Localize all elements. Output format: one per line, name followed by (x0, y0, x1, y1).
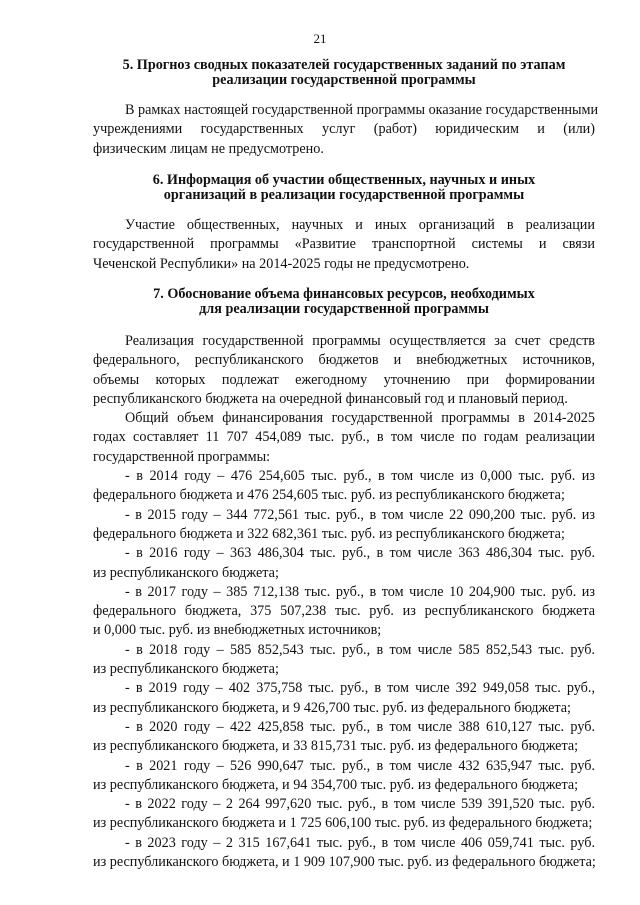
list-line: - в 2017 году – 385 712,138 тыс. руб., в том числе 10 204,900 тыс. руб. из (125, 583, 595, 600)
paragraph-line: Участие общественных, научных и иных организаций в реализации (125, 217, 595, 233)
section-7-body (93, 332, 595, 872)
list-line: - в 2023 году – 2 315 167,641 тыс. руб., в том числе 406 059,741 тыс. руб. (125, 834, 595, 851)
list-line: федерального бюджета и 322 682,361 тыс. руб. из республиканского бюджета; (93, 525, 565, 542)
section-6-paragraph (93, 216, 595, 274)
list-line: из республиканского бюджета, и 9 426,700 тыс. руб. из федерального бюджета; (93, 699, 571, 716)
list-line: - в 2015 году – 344 772,561 тыс. руб., в том числе 22 090,200 тыс. руб. из (125, 506, 595, 523)
heading-line: для реализации государственной программы (199, 301, 489, 317)
year-2023-item (93, 834, 595, 873)
list-line: - в 2021 году – 526 990,647 тыс. руб., в том числе 432 635,947 тыс. руб. (125, 757, 595, 774)
list-line: из республиканского бюджета; (93, 661, 279, 678)
paragraph-line: объемы которых подлежат ежегодному уточнению при формировании (93, 371, 595, 388)
list-line: федерального бюджета и 476 254,605 тыс. руб. из республиканского бюджета; (93, 487, 565, 504)
year-2018-item (93, 641, 595, 680)
list-line: - в 2022 году – 2 264 997,620 тыс. руб., в том числе 539 391,520 тыс. руб. (125, 796, 595, 813)
list-line: из республиканского бюджета и 1 725 606,100 тыс. руб. из федерального бюджета; (93, 815, 593, 832)
list-line: из республиканского бюджета, и 1 909 107,900 тыс. руб. из федерального бюджета; (93, 854, 596, 871)
section-6-heading (93, 173, 595, 203)
year-2016-item (93, 544, 595, 583)
year-2015-item (93, 506, 595, 545)
list-line: федерального бюджета, 375 507,238 тыс. руб. из республиканского бюджета (93, 603, 595, 620)
list-line: - в 2014 году – 476 254,605 тыс. руб., в том числе из 0,000 тыс. руб. из (125, 468, 595, 485)
paragraph-line: Чеченской Республики» на 2014-2025 годы не предусмотрено. (93, 255, 470, 272)
paragraph-line: государственной программы «Развитие транспортной системы и связи (93, 236, 595, 253)
heading-line: организаций в реализации государственной программы (163, 187, 525, 203)
list-line: - в 2016 году – 363 486,304 тыс. руб., в том числе 363 486,304 тыс. руб. (125, 545, 595, 562)
paragraph-line: В рамках настоящей государственной программы оказание государственными (125, 102, 599, 118)
year-2020-item (93, 718, 595, 757)
paragraph-line: учреждениями государственных услуг (работ) юридическим и (или) (93, 121, 595, 138)
list-line: - в 2018 году – 585 852,543 тыс. руб., в том числе 585 852,543 тыс. руб. (125, 641, 595, 658)
list-line: из республиканского бюджета; (93, 564, 279, 581)
year-2021-item (93, 757, 595, 796)
heading-line: 5. Прогноз сводных показателей государственных заданий по этапам (122, 57, 566, 73)
paragraph-line: федерального, республиканского бюджетов и внебюджетных источников, (93, 352, 595, 369)
list-line: из республиканского бюджета, и 33 815,731 тыс. руб. из федерального бюджета; (93, 738, 579, 755)
list-line: из республиканского бюджета, и 94 354,700 тыс. руб. из федерального бюджета; (93, 776, 579, 793)
section-5-heading (93, 58, 595, 88)
paragraph-line: годах составляет 11 707 454,089 тыс. руб., в том числе по годам реализации (93, 429, 595, 446)
paragraph-line: республиканского бюджета на очередной финансовый год и плановый период. (93, 390, 568, 407)
page-number: 21 (313, 31, 327, 46)
heading-line: реализации государственной программы (212, 72, 476, 88)
section-5-paragraph (93, 101, 599, 159)
list-line: - в 2020 году – 422 425,858 тыс. руб., в том числе 388 610,127 тыс. руб. (125, 718, 595, 735)
paragraph-line: Общий объем финансирования государственной программы в 2014-2025 (125, 410, 595, 427)
section-7-heading (93, 287, 595, 317)
year-2017-item (93, 583, 595, 641)
list-line: - в 2019 году – 402 375,758 тыс. руб., в том числе 392 949,058 тыс. руб., (125, 680, 595, 697)
list-line: и 0,000 тыс. руб. из внебюджетных источников; (93, 622, 382, 639)
year-2014-item (93, 467, 595, 506)
paragraph-line: государственной программы: (93, 448, 271, 465)
heading-line: 7. Обоснование объема финансовых ресурсов, необходимых (153, 286, 535, 302)
paragraph-line: физическим лицам не предусмотрено. (93, 140, 324, 157)
year-2019-item (93, 679, 595, 718)
paragraph-line: Реализация государственной программы осуществляется за счет средств (125, 333, 595, 349)
heading-line: 6. Информация об участии общественных, научных и иных (152, 172, 536, 188)
year-2022-item (93, 795, 595, 834)
